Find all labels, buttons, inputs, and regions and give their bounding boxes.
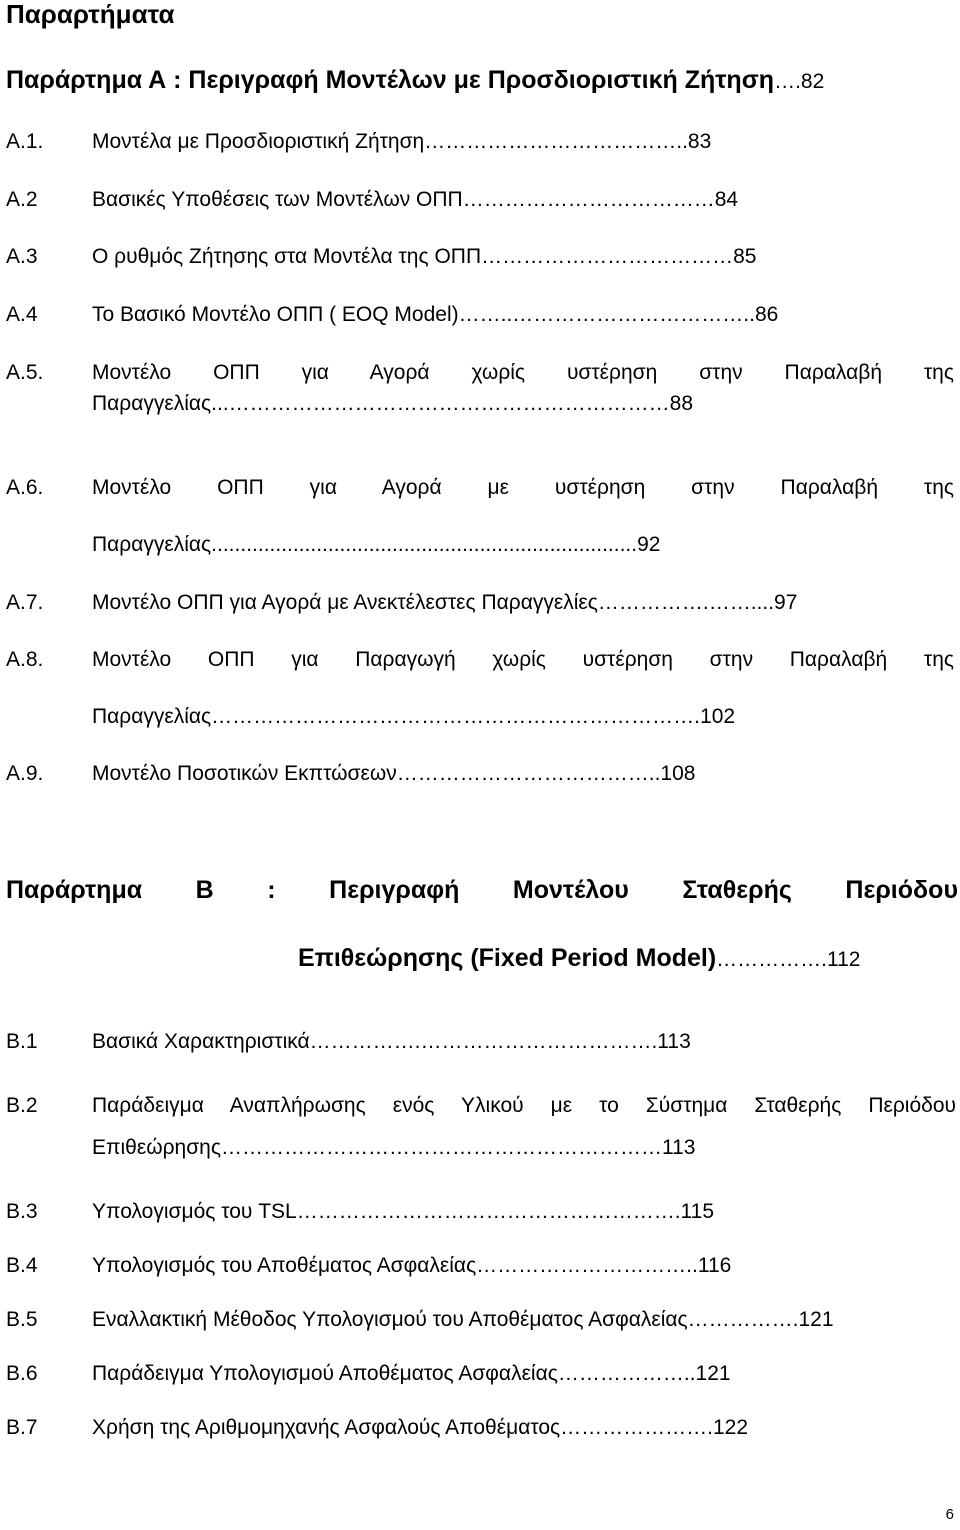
entry-number: Α.3 xyxy=(6,245,38,268)
entry-text-continuation: Παραγγελίας...………………………………………………………88 xyxy=(92,392,694,415)
entry-number: Β.4 xyxy=(6,1254,38,1277)
entry-text: Μοντέλο Ποσοτικών Εκπτώσεων………………………………..108 xyxy=(92,762,696,785)
document-title: Παραρτήματα xyxy=(6,0,175,29)
entry-number: Α.8. xyxy=(6,648,44,671)
appendix-b-heading[interactable] xyxy=(6,874,958,976)
entry-number: Β.3 xyxy=(6,1200,38,1223)
entry-number: Β.6 xyxy=(6,1362,38,1385)
entry-text-continuation: Παραγγελίας…………………………………………………………….102 xyxy=(92,705,736,728)
appendix-a-heading[interactable] xyxy=(6,64,956,98)
entry-number: Α.9. xyxy=(6,762,44,785)
entry-text: Μοντέλο ΟΠΠ για Αγορά με Ανεκτέλεστες Παραγγελίες…………….……....97 xyxy=(92,591,798,614)
appendix-b-title-line1: Παράρτημα Β : Περιγραφή Μοντέλου Σταθερής Περιόδου xyxy=(6,876,958,904)
entry-text: Χρήση της Αριθμομηχανής Ασφαλούς Αποθέματος………………….122 xyxy=(92,1416,749,1439)
appendix-b-title-line2 xyxy=(6,942,958,976)
entry-text: Μοντέλο ΟΠΠ για Αγορά χωρίς υστέρηση στην Παραλαβή της xyxy=(92,361,954,384)
page-number: 6 xyxy=(945,1506,954,1523)
entry-text: Παράδειγμα Αναπλήρωσης ενός Υλικού με το Σύστημα Σταθερής Περιόδου xyxy=(92,1094,956,1117)
entry-text: Βασικά Χαρακτηριστικά…………….…………………………….113 xyxy=(92,1030,691,1053)
entry-number: Β.1 xyxy=(6,1030,38,1053)
entry-text: Βασικές Υποθέσεις των Μοντέλων ΟΠΠ………………………………84 xyxy=(92,188,739,211)
entry-number: Α.2 xyxy=(6,188,38,211)
entry-text: Εναλλακτική Μέθοδος Υπολογισμού του Αποθέματος Ασφαλείας…………….121 xyxy=(92,1308,834,1331)
entry-number: Β.7 xyxy=(6,1416,38,1439)
entry-number: Β.5 xyxy=(6,1308,38,1331)
entry-text-continuation: Επιθεώρησης………………………………………………………113 xyxy=(92,1136,696,1159)
entry-number: Α.5. xyxy=(6,361,44,384)
entry-text: Ο ρυθμός Ζήτησης στα Μοντέλα της ΟΠΠ………………………………85 xyxy=(92,245,757,268)
entry-text: Μοντέλα με Προσδιοριστική Ζήτηση………………………………..83 xyxy=(92,130,712,153)
entry-text: Υπολογισμός του Αποθέματος Ασφαλείας…………………………..116 xyxy=(92,1254,732,1277)
appendix-a-page-ref: ….82 xyxy=(774,70,825,93)
entry-number: Β.2 xyxy=(6,1094,38,1117)
entry-text: Παράδειγμα Υπολογισμού Αποθέματος Ασφαλείας………………..121 xyxy=(92,1362,731,1385)
entry-text: Μοντέλο ΟΠΠ για Αγορά με υστέρηση στην Παραλαβή της xyxy=(92,476,954,499)
appendix-b-title-line2-text: Επιθεώρησης (Fixed Period Model) xyxy=(298,944,717,972)
appendix-b-page-ref: …………….112 xyxy=(716,948,861,971)
entry-text: Υπολογισμός του TSL……………………………………………….115 xyxy=(92,1200,715,1223)
entry-text: Μοντέλο ΟΠΠ για Παραγωγή χωρίς υστέρηση στην Παραλαβή της xyxy=(92,648,954,671)
entry-number: Α.6. xyxy=(6,476,44,499)
entry-text: Το Βασικό Μοντέλο ΟΠΠ ( EOQ Model)……..……………………………..86 xyxy=(92,303,779,326)
entry-number: Α.7. xyxy=(6,591,44,614)
entry-text-continuation: Παραγγελίας.........................................................................92 xyxy=(92,533,661,556)
entry-number: Α.1. xyxy=(6,130,44,153)
appendix-a-title: Παράρτημα Α : Περιγραφή Μοντέλων με Προσδιοριστική Ζήτηση xyxy=(6,66,775,94)
entry-number: Α.4 xyxy=(6,303,38,326)
